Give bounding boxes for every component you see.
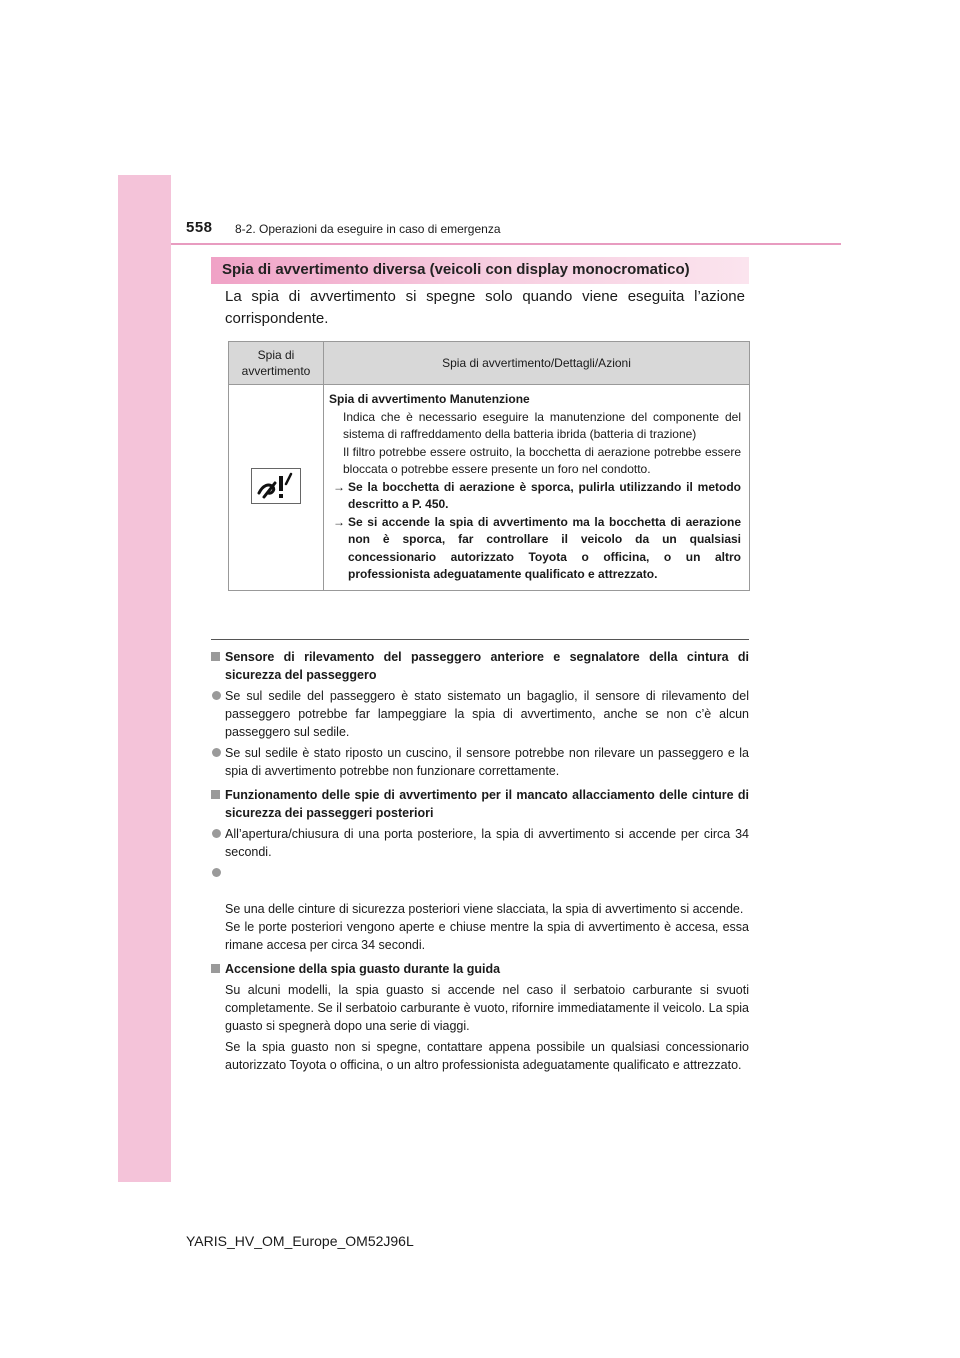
- table-header-light: Spia di avvertimento: [229, 342, 324, 385]
- detail-text: Indica che è necessario eseguire la manutenzione del componente del sistema di raffreddamento della batteria ibrida (batteria di trazione): [343, 409, 741, 441]
- chapter-title: 8-2. Operazioni da eseguire in caso di emergenza: [235, 222, 501, 236]
- page-number: 558: [186, 219, 213, 236]
- arrow-icon: →: [333, 514, 345, 529]
- square-bullet-icon: [211, 790, 220, 799]
- round-bullet-icon: [212, 748, 221, 757]
- note-bullet: Se sul sedile del passeggero è stato sistemato un bagaglio, il sensore di rilevamento del passeggero potrebbe far lampeggiare la spia di avvertimento, anche se non c’è alcun passeggero sul sedile.: [211, 687, 749, 741]
- table-header-row: [229, 342, 750, 385]
- note-heading: Accensione della spia guasto durante la guida: [211, 960, 749, 978]
- notes-section: [211, 648, 749, 1077]
- round-bullet-icon: [212, 829, 221, 838]
- table-header-details: Spia di avvertimento/Dettagli/Azioni: [324, 342, 750, 385]
- note-bullet: Se sul sedile è stato riposto un cuscino, il sensore potrebbe non rilevare un passeggero e la spia di avvertimento potrebbe non funzionare correttamente.: [211, 744, 749, 780]
- action-text: Se la bocchetta di aerazione è sporca, pulirla utilizzando il metodo descritto a P. 450.: [348, 479, 741, 511]
- section-intro: La spia di avvertimento si spegne solo quando viene eseguita l’azione corrispondente.: [225, 288, 745, 327]
- action-text: Se si accende la spia di avvertimento ma la bocchetta di aerazione non è sporca, far controllare il veicolo da un qualsiasi concessionario autorizzato Toyota o officina, o un altro professionista adeguatamente qualificato e attrezzato.: [348, 514, 741, 581]
- light-title: Spia di avvertimento Manutenzione: [329, 392, 530, 406]
- round-bullet-icon: [212, 868, 221, 877]
- note-bullet: Se una delle cinture di sicurezza posteriori viene slacciata, la spia di avvertimento si accende. Se le porte posteriori vengono aperte e chiuse mentre la spia di avvertimento è accesa, essa rimane accesa per circa 34 secondi.: [211, 864, 749, 954]
- document-code: YARIS_HV_OM_Europe_OM52J96L: [186, 1233, 414, 1249]
- pink-side-tab: [118, 175, 171, 1182]
- note-paragraph: Se la spia guasto non si spegne, contattare appena possibile un qualsiasi concessionario autorizzato Toyota o officina, o un altro professionista adeguatamente qualificato e attrezzato.: [225, 1040, 749, 1072]
- header-rule: [171, 243, 841, 245]
- action-item: [329, 514, 741, 584]
- square-bullet-icon: [211, 652, 220, 661]
- note-paragraph: Su alcuni modelli, la spia guasto si accende nel caso il serbatoio carburante si svuoti completamente. Se il serbatoio carburante è vuoto, rifornire immediatamente il veicolo. La spia guasto si spegnerà dopo una serie di viaggi.: [225, 983, 749, 1033]
- note-bullet: All’apertura/chiusura di una porta posteriore, la spia di avvertimento si accende per circa 34 secondi.: [211, 825, 749, 861]
- icon-cell: [229, 385, 324, 591]
- action-item: [329, 479, 741, 514]
- notes-divider: [211, 639, 749, 640]
- warning-light-table: [228, 341, 750, 591]
- square-bullet-icon: [211, 964, 220, 973]
- detail-text: Il filtro potrebbe essere ostruito, la bocchetta di aerazione potrebbe essere bloccata o potrebbe essere presente un foro nel condotto.: [343, 444, 741, 476]
- section-title: Spia di avvertimento diversa (veicoli con display monocromatico): [222, 261, 690, 278]
- section-heading-bar: [211, 257, 749, 284]
- note-heading: Funzionamento delle spie di avvertimento per il mancato allacciamento delle cinture di sicurezza dei passeggeri posteriori: [211, 786, 749, 822]
- table-row: [229, 385, 750, 591]
- note-heading: Sensore di rilevamento del passeggero anteriore e segnalatore della cintura di sicurezza del passeggero: [211, 648, 749, 684]
- arrow-icon: →: [333, 479, 345, 494]
- maintenance-warning-icon: [251, 468, 301, 504]
- round-bullet-icon: [212, 691, 221, 700]
- details-cell: [324, 385, 750, 591]
